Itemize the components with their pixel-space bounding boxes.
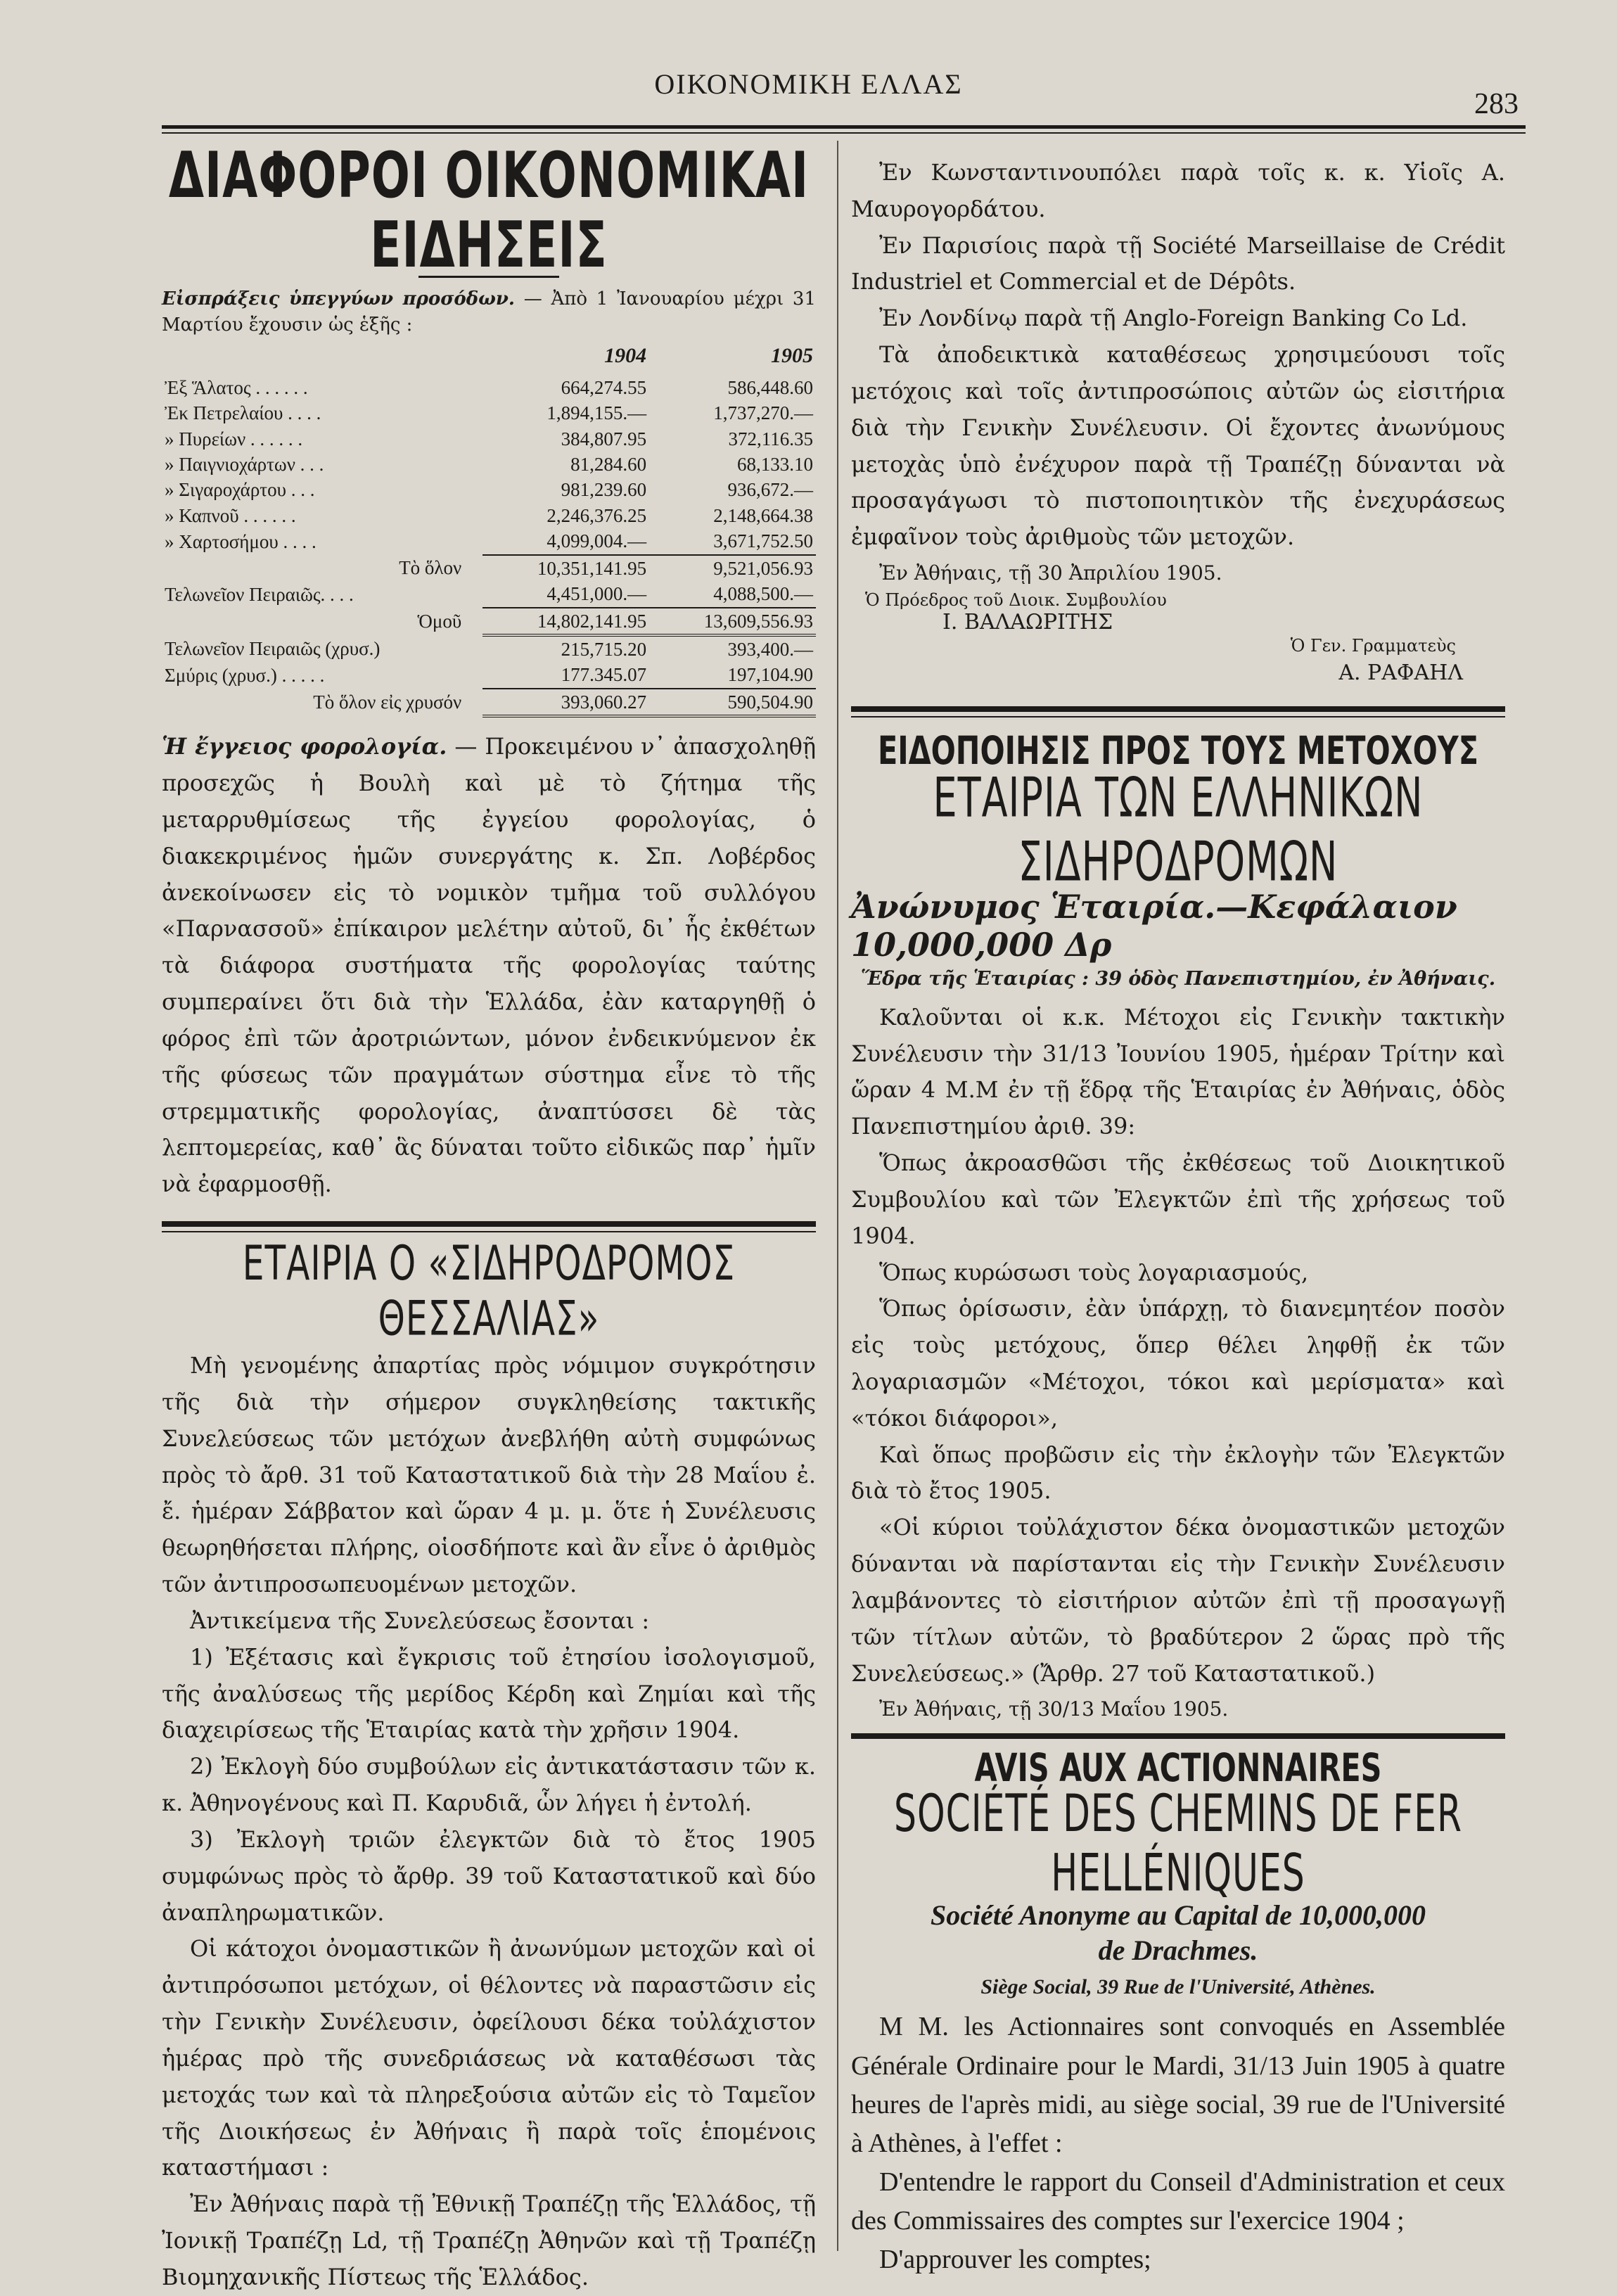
notice-paragraph: Καλοῦνται οἱ κ.κ. Μέτοχοι εἰς Γενικὴν τακτικὴν Συνέλευσιν τὴν 31/13 Ἰουνίου 1905, ἡμέραν Τρίτην καὶ ὥραν 4 Μ.Μ ἐν τῇ ἕδρᾳ τῆς Ἑταιρίας ἐν Ἀθήναις, ὁδὸς Πανεπιστημίου ἀριθ. 39: bbox=[851, 1003, 1505, 1140]
header-rule-thin bbox=[162, 132, 1526, 134]
table-row: » Πυρείων . . . . . . 384,807.95 372,116.35 bbox=[165, 428, 813, 449]
thessaly-paragraph: Οἱ κάτοχοι ὀνομαστικῶν ἢ ἀνωνύμων μετοχῶν καὶ οἱ ἀντιπρόσωποι μετόχων, οἱ θέλοντες νὰ παραστῶσιν εἰς τὴν Γενικὴν Συνέλευσιν, ὀφείλουσι δέκα τοὐλάχιστον ἡμέρας πρὸ τῆς συνεδριάσεως νὰ καταθέσωσι τὰς μετοχάς των καὶ τὰ πληρεξούσια αὐτῶν εἰς τὸ Ταμεῖον τῆς Διοικήσεως ἐν Ἀθήναις ἢ παρὰ τοῖς ἑπομένοις καταστήμασι : bbox=[162, 1935, 816, 2181]
continued-paragraph: Ἐν Κωνσταντινουπόλει παρὰ τοῖς κ. κ. Υἱοῖς Α. Μαυρογορδάτου. bbox=[851, 159, 1505, 222]
continued-paragraph: Τὰ ἀποδεικτικὰ καταθέσεως χρησιμεύουσι τοῖς μετόχοις καὶ τοῖς ἀντιπροσώποις αὐτῶν ὡς εἰσιτήρια διὰ τὴν Γενικὴν Συνέλευσιν. Οἱ ἔχοντες ἀνωνύμους μετοχὰς ὑπὸ ἐνέχυρον παρὰ τῇ Τραπέζῃ δύνανται νὰ προσαγάγωσι τὸ πιστοποιητικὸν τῆς ἐνεχυράσεως ἐμφαῖνον τοὺς ἀριθμοὺς τῶν μετοχῶν. bbox=[851, 341, 1505, 551]
table-total-row: Τὸ ὅλον 10,351,141.95 9,521,056.93 bbox=[162, 555, 816, 581]
french-notice-title: AVIS AUX ACTIONNAIRES bbox=[974, 1745, 1382, 1791]
notice-date: Ἐν Ἀθήναις, τῇ 30 Ἀπριλίου 1905. bbox=[879, 561, 1222, 585]
notice-paragraph: Ὅπως κυρώσωσι τοὺς λογαριασμούς, bbox=[879, 1258, 1309, 1286]
right-column bbox=[851, 155, 1505, 2279]
section-divider bbox=[851, 706, 1505, 712]
capital-greek: Ἀνώνυμος Ἑταιρία.—Κεφάλαιον 10,000,000 Δρ bbox=[851, 887, 1457, 964]
notice-paragraph: Ὅπως ἀκροασθῶσι τῆς ἐκθέσεως τοῦ Διοικητικοῦ Συμβουλίου καὶ τῶν Ἐλεγκτῶν ἐπὶ τῆς χρήσεως τοῦ 1904. bbox=[851, 1149, 1505, 1249]
continued-paragraph: Ἐν Παρισίοις παρὰ τῇ Société Marseillaise de Crédit Industriel et Commercial et de Dépôts. bbox=[851, 231, 1505, 295]
french-paragraph: M M. les Actionnaires sont convoqués en Assemblée Générale Ordinaire pour le Mardi, 31/13 Juin 1905 à quatre heures de l'après midi, au siège social, 39 rue de l'Université à Athènes, à l'effet : bbox=[851, 2012, 1505, 2158]
thessaly-paragraph: Μὴ γενομένης ἀπαρτίας πρὸς νόμιμον συγκρότησιν τῆς διὰ τὴν σήμερον συγκληθείσης τακτικῆς Συνελεύσεως τῶν μετόχων ἀνεβλήθη αὐτὴ συμφώνως πρὸς τὸ ἄρθ. 31 τοῦ Καταστατικοῦ διὰ τὴν 28 Μαΐου ἐ. ἔ. ἡμέραν Σάββατον καὶ ὥραν 4 μ. μ. ὅτε ἡ Συνέλευσις θεωρηθήσεται πλήρης, οἱοσδήποτε καὶ ἂν εἶνε ὁ ἀριθμὸς τῶν ἀντιπροσωπευομένων μετοχῶν. bbox=[162, 1352, 816, 1598]
french-paragraph: D'entendre le rapport du Conseil d'Administration et ceux des Commissaires des comptes sur l'exercice 1904 ; bbox=[851, 2167, 1505, 2236]
signature-role: Ὁ Πρόεδρος τοῦ Διοικ. Συμβουλίου bbox=[865, 590, 1167, 611]
continued-paragraph: Ἐν Λονδίνῳ παρὰ τῇ Anglo-Foreign Banking Co Ld. bbox=[879, 305, 1468, 332]
page-number: 283 bbox=[1474, 88, 1519, 120]
year-1904-header: 1904 bbox=[604, 344, 647, 368]
capital-french: Société Anonyme au Capital de 10,000,000 bbox=[930, 1899, 1426, 1932]
seat-greek: Ἕδρα τῆς Ἑταιρίας : 39 ὁδὸς Πανεπιστημίου, ἐν Ἀθήναις. bbox=[860, 967, 1496, 990]
table-row: » Χαρτοσήμου . . . . 4,099,004.— 3,671,752.50 bbox=[165, 530, 813, 552]
notice-paragraph: Καὶ ὅπως προβῶσιν εἰς τὴν ἐκλογὴν τῶν Ἐλεγκτῶν διὰ τὸ ἔτος 1905. bbox=[851, 1441, 1505, 1505]
journal-title: ΟΙΚΟΝΟΜΙΚΗ ΕΛΛΑΣ bbox=[654, 68, 963, 100]
table-sum-row: Ὁμοῦ 14,802,141.95 13,609,556.93 bbox=[162, 608, 816, 635]
table-row: Ἐκ Πετρελαίου . . . . 1,894,155.— 1,737,270.— bbox=[165, 402, 813, 424]
table-row: Ἐξ Ἅλατος . . . . . . 664,274.55 586,448.60 bbox=[165, 376, 813, 398]
table-row: » Παιγνιοχάρτων . . . 81,284.60 68,133.10 bbox=[165, 453, 813, 475]
receipts-lead: Εἰσπράξεις ὑπεγγύων προσόδων. bbox=[162, 288, 515, 310]
header-rule bbox=[162, 125, 1526, 129]
thessaly-paragraph: Ἐν Ἀθήναις παρὰ τῇ Ἐθνικῇ Τραπέζῃ τῆς Ἑλλάδος, τῇ Ἰονικῇ Τραπέζῃ Ld, τῇ Τραπέζῃ Ἀθηνῶν καὶ τῇ Τραπέζῃ Βιομηχανικῆς Πίστεως τῆς Ἑλλάδος. bbox=[162, 2190, 816, 2290]
table-row: » Σιγαροχάρτου . . . 981,239.60 936,672.— bbox=[165, 479, 813, 501]
left-column bbox=[162, 138, 817, 2296]
french-paragraph: D'approuver les comptes; bbox=[879, 2245, 1151, 2274]
company-name-greek: ΕΤΑΙΡΙΑ ΤΩΝ ΕΛΛΗΝΙΚΩΝ ΣΙΔΗΡΟΔΡΟΜΩΝ bbox=[933, 765, 1424, 894]
table-row: Σμύρις (χρυσ.) . . . . . 177.345.07 197,104.90 bbox=[165, 664, 813, 686]
table-row: » Καπνοῦ . . . . . . 2,246,376.25 2,148,664.38 bbox=[165, 504, 813, 526]
signature-name: Α. ΡΑΦΑΗΛ bbox=[1338, 660, 1463, 685]
section-divider-thin bbox=[162, 1231, 816, 1232]
thessaly-item-1: 1) Ἐξέτασις καὶ ἔγκρισις τοῦ ἐτησίου ἰσολογισμοῦ, τῆς ἀναλύσεως τῆς μερίδος Κέρδη καὶ Ζημίαι καὶ τῆς διαχειρίσεως τῆς Ἑταιρίας κατὰ τὴν χρῆσιν 1904. bbox=[162, 1643, 816, 1744]
section-divider bbox=[162, 1221, 816, 1227]
receipts-text: — Ἀπὸ 1 Ἰανουαρίου μέχρι 31 Μαρτίου ἔχουσιν ὡς ἑξῆς : bbox=[162, 288, 817, 336]
receipts-intro bbox=[162, 286, 816, 338]
thessaly-item-3: 3) Ἐκλογὴ τριῶν ἐλεγκτῶν διὰ τὸ ἔτος 1905 συμφώνως πρὸς τὸ ἄρθρ. 39 τοῦ Καταστατικοῦ καὶ δύο ἀναπληρωματικῶν. bbox=[162, 1825, 816, 1926]
thessaly-title: ΕΤΑΙΡΙΑ Ο «ΣΙΔΗΡΟΔΡΟΜΟΣ ΘΕΣΣΑΛΙΑΣ» bbox=[242, 1235, 736, 1346]
notice-date: Ἐν Ἀθήναις, τῇ 30/13 Μαΐου 1905. bbox=[879, 1697, 1229, 1721]
column-divider bbox=[837, 141, 838, 2251]
land-tax-article bbox=[162, 729, 816, 1203]
seat-french: Siège Social, 39 Rue de l'Université, Athènes. bbox=[980, 1975, 1376, 1999]
section-title: ΔΙΑΦΟΡΟΙ ΟΙΚΟΝΟΜΙΚΑΙ ΕΙΔΗΣΕΙΣ bbox=[168, 138, 810, 282]
signature-role: Ὁ Γεν. Γραμματεὺς bbox=[1290, 636, 1456, 656]
table-gold-total-row: Τὸ ὅλον εἰς χρυσόν 393,060.27 590,504.90 bbox=[162, 689, 816, 716]
revenue-table bbox=[162, 338, 816, 718]
land-tax-text: — Προκειμένου ν᾽ ἀπασχοληθῇ προσεχῶς ἡ Βουλὴ καὶ μὲ τὸ ζήτημα τῆς μεταρρυθμίσεως τῆς ἐγγείου φορολογίας, ὁ διακεκριμένος ἡμῶν συνεργάτης κ. Σπ. Λοβέρδος ἀνεκοίνωσεν εἰς τὸ νομικὸν τμῆμα τοῦ συλλόγου «Παρνασσοῦ» ἐπίκαιρον μελέτην αὐτοῦ, δι᾽ ἧς ἐκθέτων τὰ διάφορα συστήματα τῆς φορολογίας ταύτης συμπεραίνει ὅτι διὰ τὴν Ἑλλάδα, ἐὰν καταργηθῇ ὁ φόρος ἐπὶ τῶν ἀροτριώντων, μόνον ἐνδεικνύμενον ἐκ τῆς φύσεως τῶν πραγμάτων σύστημα εἶνε τὸ τῆς στρεμματικῆς φορολογίας, ἀναπτύσσει δὲ τὰς λεπτομερείας, καθ᾽ ἃς δύναται τοῦτο εἰδικῶς παρ᾽ ἡμῖν νὰ ἐφαρμοσθῇ. bbox=[162, 733, 817, 1198]
notice-title: ΕΙΔΟΠΟΙΗΣΙΣ ΠΡΟΣ ΤΟΥΣ ΜΕΤΟΧΟΥΣ bbox=[877, 727, 1479, 774]
table-header-row bbox=[162, 338, 816, 375]
capital-french-cont: de Drachmes. bbox=[1098, 1934, 1258, 1967]
notice-paragraph: «Οἱ κύριοι τοὐλάχιστον δέκα ὀνομαστικῶν μετοχῶν δύνανται νὰ παρίστανται εἰς τὴν Γενικὴν Συνέλευσιν λαμβάνοντες τὸ εἰσιτήριον αὐτῶν ἐπὶ τῇ προσαγωγῇ τῶν τίτλων αὐτῶν, τὸ βραδύτερον 2 ὥρας πρὸ τῆς Συνελεύσεως.» (Ἄρθρ. 27 τοῦ Καταστατικοῦ.) bbox=[851, 1514, 1505, 1687]
thessaly-agenda-intro: Ἀντικείμενα τῆς Συνελεύσεως ἔσονται : bbox=[190, 1607, 650, 1634]
section-divider bbox=[851, 1733, 1505, 1739]
company-name-french: SOCIÉTÉ DES CHEMINS DE FER HELLÉNIQUES bbox=[893, 1784, 1463, 1903]
land-tax-lead: Ἡ ἔγγειος φορολογία. bbox=[162, 733, 447, 760]
table-row: Τελωνεῖον Πειραιῶς. . . . 4,451,000.— 4,088,500.— bbox=[165, 583, 813, 605]
signature-name: Ι. ΒΑΛΑΩΡΙΤΗΣ bbox=[942, 610, 1113, 635]
thessaly-item-2: 2) Ἐκλογὴ δύο συμβούλων εἰς ἀντικατάστασιν τῶν κ. κ. Ἀθηνογένους καὶ Π. Καρυδιᾶ, ὧν λήγει ἡ ἐντολή. bbox=[162, 1753, 816, 1817]
year-1905-header: 1905 bbox=[771, 344, 813, 368]
section-divider-thin bbox=[851, 716, 1505, 718]
table-row: Τελωνεῖον Πειραιῶς (χρυσ.) 215,715.20 393,400.— bbox=[165, 638, 813, 661]
notice-paragraph: Ὅπως ὁρίσωσιν, ἐὰν ὑπάρχῃ, τὸ διανεμητέον ποσὸν εἰς τοὺς μετόχους, ὅπερ θέλει ληφθῇ ἐκ τῶν λογαριασμῶν «Μέτοχοι, τόκοι καὶ μερίσματα» καὶ «τόκοι διάφοροι», bbox=[851, 1295, 1505, 1431]
